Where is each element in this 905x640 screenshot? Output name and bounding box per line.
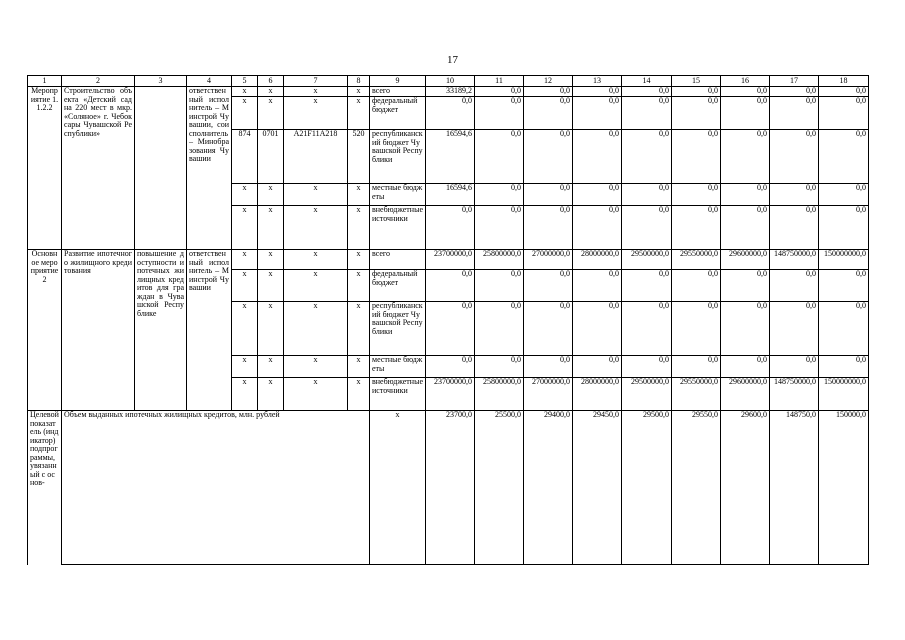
- year-value: 33189,2: [426, 87, 475, 97]
- column-number-row: [28, 76, 869, 87]
- column-number: 18: [819, 76, 869, 87]
- section-code: x: [258, 270, 284, 302]
- funding-source: всего: [370, 87, 426, 97]
- column-number: 1: [28, 76, 62, 87]
- column-number: 14: [622, 76, 672, 87]
- year-value: 0,0: [524, 302, 573, 356]
- section-code: x: [258, 206, 284, 250]
- year-value: 0,0: [819, 184, 869, 206]
- year-value: 0,0: [573, 270, 622, 302]
- year-value: 0,0: [524, 87, 573, 97]
- year-value: 23700000,0: [426, 250, 475, 270]
- indicator-value: 29600,0: [721, 411, 770, 565]
- year-value: 0,0: [819, 97, 869, 130]
- indicator-label: Целевой показатель (индикатор) подпрограммы, увязанный с основ-: [28, 411, 62, 565]
- year-value: 0,0: [475, 97, 524, 130]
- year-value: 0,0: [770, 184, 819, 206]
- funding-source: федеральный бюджет: [370, 97, 426, 130]
- year-value: 0,0: [819, 302, 869, 356]
- year-value: 0,0: [721, 356, 770, 378]
- year-value: 29500000,0: [622, 378, 672, 411]
- section-code: x: [258, 97, 284, 130]
- funding-source: внебюджетные источники: [370, 378, 426, 411]
- year-value: 29550000,0: [672, 250, 721, 270]
- year-value: 0,0: [819, 130, 869, 184]
- indicator-value: 25500,0: [475, 411, 524, 565]
- year-value: 0,0: [426, 270, 475, 302]
- funding-source: всего: [370, 250, 426, 270]
- year-value: 29500000,0: [622, 250, 672, 270]
- year-value: 0,0: [573, 87, 622, 97]
- year-value: 150000000,0: [819, 250, 869, 270]
- column-number: 10: [426, 76, 475, 87]
- indicator-value: 29500,0: [622, 411, 672, 565]
- year-value: 0,0: [819, 206, 869, 250]
- indicator-row: [28, 411, 869, 565]
- indicator-x: x: [370, 411, 426, 565]
- funding-source: внебюджетные источники: [370, 206, 426, 250]
- year-value: 0,0: [721, 130, 770, 184]
- year-value: 0,0: [524, 184, 573, 206]
- year-value: 0,0: [475, 270, 524, 302]
- year-value: 0,0: [622, 206, 672, 250]
- expense-type-code: x: [348, 378, 370, 411]
- year-value: 27000000,0: [524, 378, 573, 411]
- target-article-code: x: [284, 87, 348, 97]
- year-value: 0,0: [622, 356, 672, 378]
- year-value: 0,0: [524, 206, 573, 250]
- target-article-code: x: [284, 206, 348, 250]
- measure-label: Основное мероприятие 2: [28, 250, 62, 411]
- column-number: 5: [232, 76, 258, 87]
- column-number: 7: [284, 76, 348, 87]
- year-value: 0,0: [524, 130, 573, 184]
- year-value: 0,0: [770, 130, 819, 184]
- year-value: 148750000,0: [770, 378, 819, 411]
- section-code: x: [258, 302, 284, 356]
- year-value: 0,0: [819, 87, 869, 97]
- expense-type-code: x: [348, 97, 370, 130]
- expense-type-code: 520: [348, 130, 370, 184]
- year-value: 0,0: [622, 130, 672, 184]
- year-value: 0,0: [672, 356, 721, 378]
- grbs-code: x: [232, 378, 258, 411]
- indicator-value: 150000,0: [819, 411, 869, 565]
- year-value: 28000000,0: [573, 250, 622, 270]
- indicator-text: Объем выданных ипотечных жилищных кредитов, млн. рублей: [62, 411, 370, 565]
- expense-type-code: x: [348, 87, 370, 97]
- year-value: 0,0: [475, 87, 524, 97]
- year-value: 0,0: [819, 270, 869, 302]
- page-number: 17: [447, 54, 458, 66]
- target-article-code: x: [284, 97, 348, 130]
- column-number: 15: [672, 76, 721, 87]
- year-value: 0,0: [721, 270, 770, 302]
- year-value: 0,0: [672, 184, 721, 206]
- funding-source: местные бюджеты: [370, 356, 426, 378]
- year-value: 150000000,0: [819, 378, 869, 411]
- section-code: x: [258, 87, 284, 97]
- year-value: 0,0: [721, 97, 770, 130]
- year-value: 0,0: [426, 97, 475, 130]
- year-value: 25800000,0: [475, 250, 524, 270]
- grbs-code: x: [232, 87, 258, 97]
- year-value: 0,0: [721, 87, 770, 97]
- column-number: 6: [258, 76, 284, 87]
- target-article-code: x: [284, 378, 348, 411]
- expense-type-code: x: [348, 184, 370, 206]
- year-value: 0,0: [672, 97, 721, 130]
- year-value: 0,0: [721, 206, 770, 250]
- expense-type-code: x: [348, 356, 370, 378]
- year-value: 23700000,0: [426, 378, 475, 411]
- column-number: 8: [348, 76, 370, 87]
- indicator-value: 29450,0: [573, 411, 622, 565]
- indicator-value: 148750,0: [770, 411, 819, 565]
- year-value: 27000000,0: [524, 250, 573, 270]
- year-value: 0,0: [426, 302, 475, 356]
- year-value: 0,0: [475, 356, 524, 378]
- funding-source: республиканский бюджет Чувашской Республики: [370, 130, 426, 184]
- year-value: 0,0: [524, 97, 573, 130]
- target-article-code: x: [284, 250, 348, 270]
- section-code: x: [258, 378, 284, 411]
- year-value: 0,0: [426, 356, 475, 378]
- grbs-code: x: [232, 97, 258, 130]
- grbs-code: x: [232, 356, 258, 378]
- year-value: 0,0: [524, 270, 573, 302]
- year-value: 0,0: [573, 302, 622, 356]
- year-value: 29550000,0: [672, 378, 721, 411]
- budget-row: [28, 250, 869, 270]
- column-number: 4: [187, 76, 232, 87]
- year-value: 0,0: [770, 270, 819, 302]
- column-number: 11: [475, 76, 524, 87]
- expense-type-code: x: [348, 206, 370, 250]
- funding-source: республиканский бюджет Чувашской Республики: [370, 302, 426, 356]
- section-code: x: [258, 184, 284, 206]
- grbs-code: x: [232, 250, 258, 270]
- measure-executor: ответственный исполнитель – Минстрой Чувашии, соисполнитель – Минобразования Чувашии: [187, 87, 232, 250]
- year-value: 28000000,0: [573, 378, 622, 411]
- year-value: 0,0: [524, 356, 573, 378]
- expense-type-code: x: [348, 302, 370, 356]
- year-value: 16594,6: [426, 130, 475, 184]
- measure-executor: ответственный исполнитель – Минстрой Чувашии: [187, 250, 232, 411]
- year-value: 0,0: [672, 302, 721, 356]
- target-article-code: x: [284, 302, 348, 356]
- year-value: 0,0: [672, 270, 721, 302]
- column-number: 13: [573, 76, 622, 87]
- year-value: 0,0: [573, 356, 622, 378]
- year-value: 0,0: [475, 302, 524, 356]
- grbs-code: x: [232, 184, 258, 206]
- grbs-code: x: [232, 302, 258, 356]
- year-value: 0,0: [770, 87, 819, 97]
- expense-type-code: x: [348, 250, 370, 270]
- indicator-value: 29400,0: [524, 411, 573, 565]
- year-value: 0,0: [770, 206, 819, 250]
- main-measure-2-section: [28, 250, 869, 411]
- budget-row: [28, 87, 869, 97]
- section-code: x: [258, 250, 284, 270]
- year-value: 148750000,0: [770, 250, 819, 270]
- year-value: 0,0: [573, 97, 622, 130]
- target-article-code: x: [284, 356, 348, 378]
- column-number: 3: [135, 76, 187, 87]
- year-value: 0,0: [672, 87, 721, 97]
- grbs-code: 874: [232, 130, 258, 184]
- indicator-section: [28, 411, 869, 565]
- column-number: 9: [370, 76, 426, 87]
- target-article-code: x: [284, 184, 348, 206]
- year-value: 0,0: [770, 356, 819, 378]
- year-value: 0,0: [770, 97, 819, 130]
- measure-name: Строительство объекта «Детский сад на 220 мест в мкр. «Соляное» г. Чебоксары Чувашской Республики»: [62, 87, 135, 250]
- year-value: 29600000,0: [721, 378, 770, 411]
- measure-goal: повышение доступности ипотечных жилищных кредитов для граждан в Чувашской Республике: [135, 250, 187, 411]
- year-value: 0,0: [622, 184, 672, 206]
- target-article-code: x: [284, 270, 348, 302]
- grbs-code: x: [232, 206, 258, 250]
- expense-type-code: x: [348, 270, 370, 302]
- year-value: 0,0: [672, 130, 721, 184]
- column-number: 16: [721, 76, 770, 87]
- target-article-code: A21F11A218: [284, 130, 348, 184]
- year-value: 16594,6: [426, 184, 475, 206]
- year-value: 0,0: [475, 184, 524, 206]
- year-value: 0,0: [622, 87, 672, 97]
- year-value: 0,0: [475, 130, 524, 184]
- funding-source: федеральный бюджет: [370, 270, 426, 302]
- indicator-value: 29550,0: [672, 411, 721, 565]
- year-value: 0,0: [573, 130, 622, 184]
- funding-source: местные бюджеты: [370, 184, 426, 206]
- year-value: 0,0: [573, 184, 622, 206]
- year-value: 0,0: [426, 206, 475, 250]
- column-number: 17: [770, 76, 819, 87]
- measure-1122-section: [28, 87, 869, 250]
- column-number: 2: [62, 76, 135, 87]
- indicator-value: 23700,0: [426, 411, 475, 565]
- year-value: 29600000,0: [721, 250, 770, 270]
- year-value: 0,0: [819, 356, 869, 378]
- budget-table: [27, 75, 869, 565]
- measure-goal: [135, 87, 187, 250]
- year-value: 0,0: [622, 270, 672, 302]
- grbs-code: x: [232, 270, 258, 302]
- column-number: 12: [524, 76, 573, 87]
- year-value: 0,0: [721, 184, 770, 206]
- year-value: 0,0: [721, 302, 770, 356]
- year-value: 0,0: [475, 206, 524, 250]
- measure-name: Развитие ипотечного жилищного кредитования: [62, 250, 135, 411]
- measure-label: Мероприятие 1.1.2.2: [28, 87, 62, 250]
- year-value: 0,0: [622, 302, 672, 356]
- section-code: x: [258, 356, 284, 378]
- section-code: 0701: [258, 130, 284, 184]
- year-value: 0,0: [672, 206, 721, 250]
- year-value: 0,0: [573, 206, 622, 250]
- year-value: 25800000,0: [475, 378, 524, 411]
- year-value: 0,0: [622, 97, 672, 130]
- year-value: 0,0: [770, 302, 819, 356]
